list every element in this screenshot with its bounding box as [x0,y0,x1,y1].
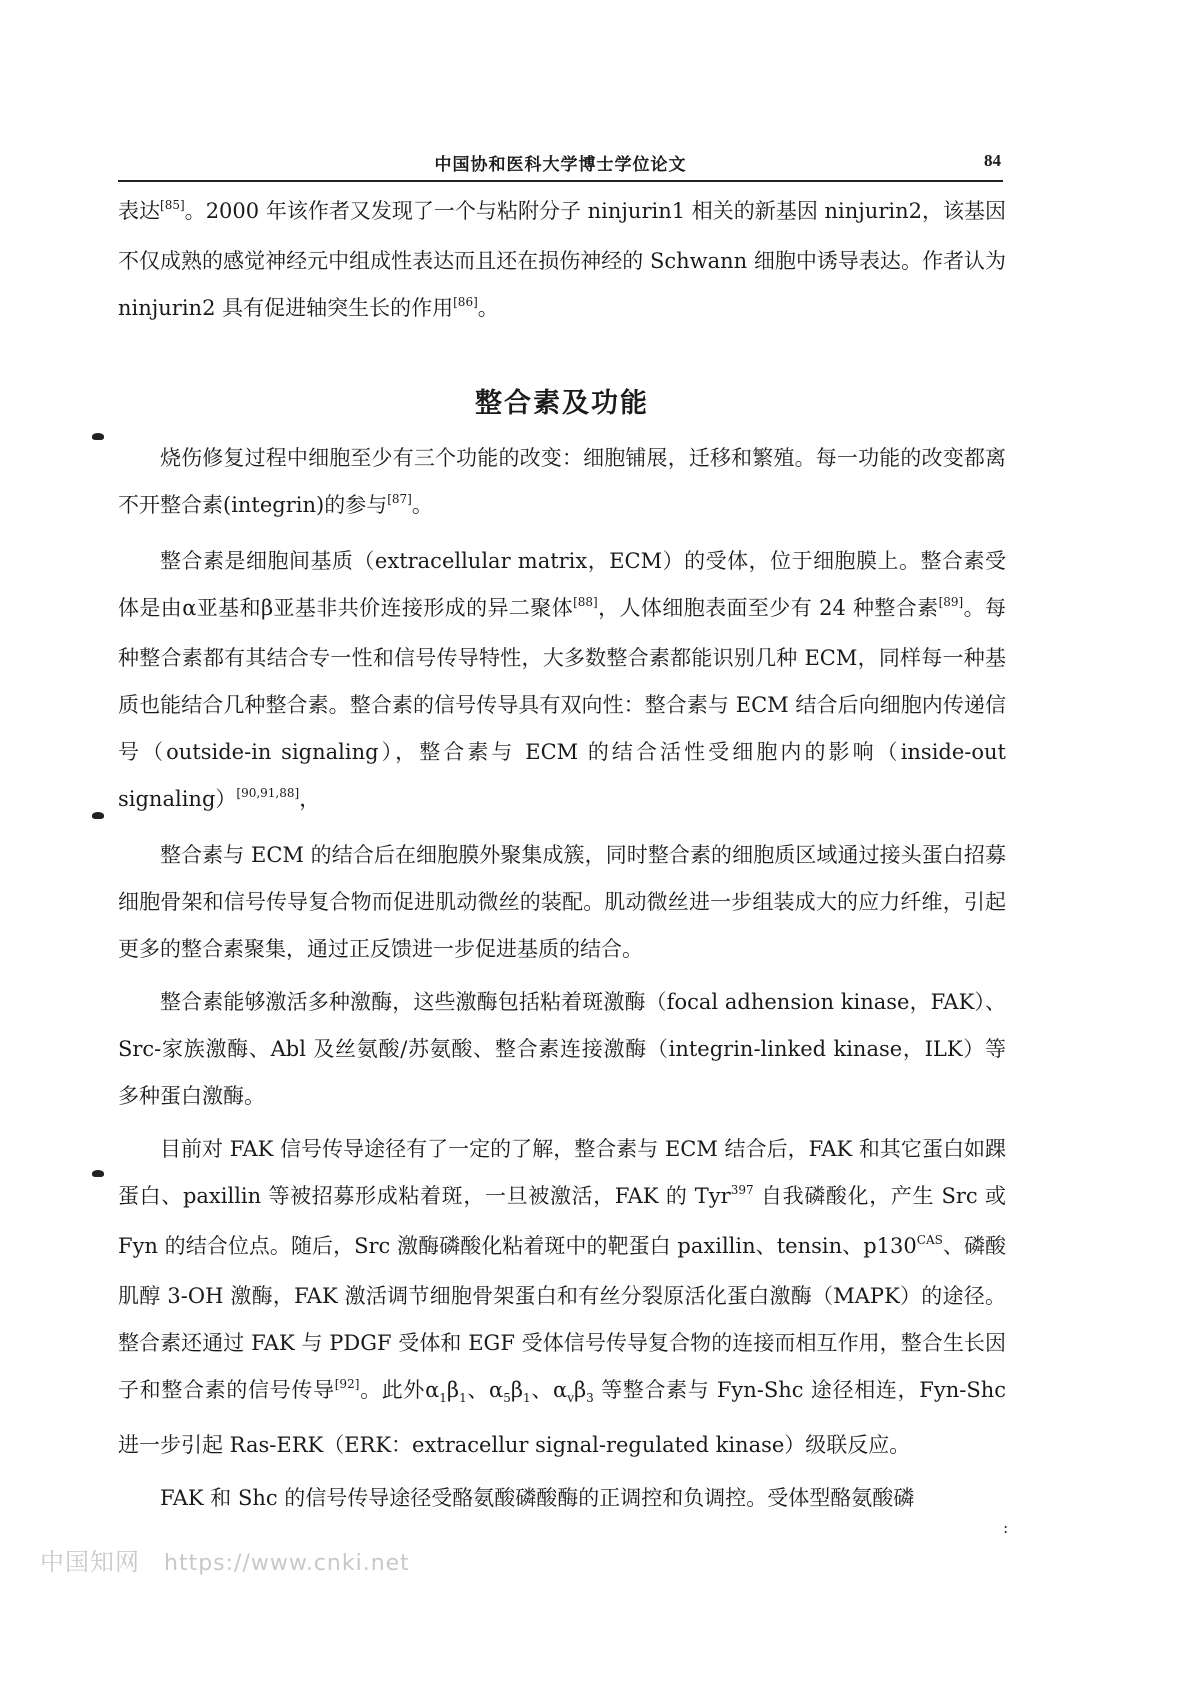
citation: [86] [453,295,478,309]
page-number: 84 [984,151,1001,170]
scan-mark [92,433,104,440]
citation: [90,91,88] [236,786,300,800]
citation: [85] [160,198,185,212]
citation: [89] [938,595,964,609]
citation: [88] [573,595,598,609]
scan-mark [92,812,104,819]
scan-mark [92,1170,104,1177]
paragraph-1: 表达[85]。2000 年该作者又发现了一个与粘附分子 ninjurin1 相关的新基因 ninjurin2，该基因不仅成熟的感觉神经元中组成性表达而且还在损伤神经的 Schwann 细胞中诱导表达。作者认为 ninjurin2 具有促进轴突生长的作用[86]。 [118,198,1007,320]
watermark-url[interactable]: https://www.cnki.net [164,1551,410,1576]
page-body [118,188,1006,1522]
section-title: 整合素及功能 [475,388,649,419]
header-title: 中国协和医科大学博士学位论文 [434,155,687,175]
paragraph-7: FAK 和 Shc 的信号传导途径受酪氨酸磷酸酶的正调控和负调控。受体型酪氨酸磷 [160,1486,915,1511]
cnki-watermark [40,1542,410,1577]
citation: [92] [334,1377,360,1391]
citation: [87] [387,492,412,506]
running-header [118,150,1003,182]
footer-mark: : [1003,1518,1009,1537]
paragraph-6: 目前对 FAK 信号传导途径有了一定的了解，整合素与 ECM 结合后，FAK 和其它蛋白如踝蛋白、paxillin 等被招募形成粘着斑，一旦被激活，FAK 的 Tyr$^{397}$ 自我磷酸化，产生 Src 或 Fyn 的结合位点。随后，Src 激酶磷酸化粘着斑中的靶蛋白 paxillin、tensin、$p130^{CAS}$、磷酸肌醇 3-OH 激酶，FAK 激活调节细胞骨架蛋白和有丝分裂原活化蛋白激酶（MAPK）的途径。整合素还通过 FAK 与 PDGF 受体和 EGF 受体信号传导复合物的连接而相互作用，整合生长因子和整合素的信号传导[92]。此外$\alpha_1\beta_1$、$\alpha_5\beta_1$、$\alpha_v\beta_3$ 等整合素与 Fyn-Shc 途径相连，Fyn-Shc 进一步引起 Ras-ERK（ERK：extracellur signal-regulated kinase）级联反应。 [118,1137,1006,1458]
paragraph-5: 整合素能够激活多种激酶，这些激酶包括粘着斑激酶（focal adhension kinase，FAK）、Src-家族激酶、Abl 及丝氨酸/苏氨酸、整合素连接激酶（integrin-linked kinase，ILK）等多种蛋白激酶。 [118,990,1006,1108]
watermark-brand: 中国知网 [40,1548,140,1576]
paragraph-2: 烧伤修复过程中细胞至少有三个功能的改变：细胞铺展，迁移和繁殖。每一功能的改变都离不开整合素(integrin)的参与[87]。 [118,446,1006,517]
paragraph-3: 整合素是细胞间基质（extracellular matrix，ECM）的受体，位于细胞膜上。整合素受体是由α亚基和β亚基非共价连接形成的异二聚体[88]，人体细胞表面至少有 24 种整合素[89]。每种整合素都有其结合专一性和信号传导特性，大多数整合素都能识别几种 ECM，同样每一种基质也能结合几种整合素。整合素的信号传导具有双向性：整合素与 ECM 结合后向细胞内传递信号（outside-in signaling），整合素与 ECM 的结合活性受细胞内的影响（inside-out signaling）[90,91,88]， [118,549,1006,811]
paragraph-4: 整合素与 ECM 的结合后在细胞膜外聚集成簇，同时整合素的细胞质区域通过接头蛋白招募细胞骨架和信号传导复合物而促进肌动微丝的装配。肌动微丝进一步组装成大的应力纤维，引起更多的整合素聚集，通过正反馈进一步促进基质的结合。 [118,843,1006,961]
